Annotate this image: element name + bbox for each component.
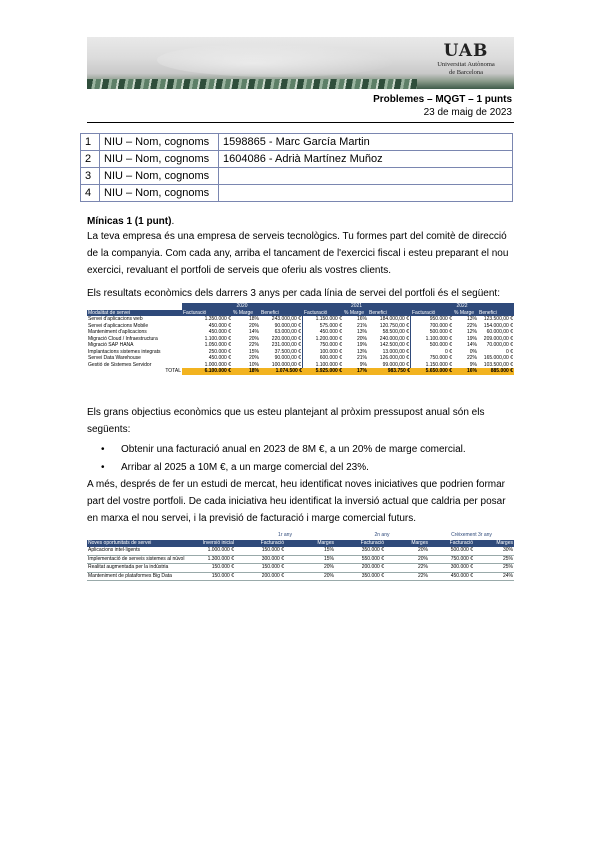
- student-number: 3: [81, 168, 100, 185]
- results-cell: 950.000 €: [429, 316, 452, 322]
- initiatives-cell: 300.000 €: [450, 564, 473, 571]
- initiatives-column-header: Facturació: [429, 540, 474, 547]
- student-value: 1604086 - Adrià Martínez Muñoz: [219, 151, 513, 168]
- initiatives-cell: 30%: [502, 547, 513, 554]
- results-cell: 600.000 €: [319, 355, 342, 361]
- results-cell: 450.000 €: [319, 329, 342, 335]
- results-cell: 20%: [356, 335, 367, 342]
- results-cell: 19%: [356, 342, 367, 348]
- market-text: A més, després de fer un estudi de mercat, heu identificat noves iniciatives que podrien formar part del vostre portfoli. De cada iniciativa heu identificat la inversió actual que caldria per posar en marxa el nou servei, i la previsió de facturació i marge comercial futurs.: [87, 479, 506, 524]
- student-label: NIU – Nom, cognoms: [100, 134, 219, 151]
- results-cell: Gestió de Sistemes Servidor: [88, 361, 152, 368]
- results-cell: 13.000,00 €: [368, 349, 411, 356]
- goals-intro: Els grans objectius econòmics que us esteu plantejant al pròxim pressupost anual són els següents:: [87, 407, 485, 435]
- results-total-row: [87, 368, 514, 375]
- results-cell: 500.000 €: [429, 329, 452, 335]
- results-cell: 250.000 €: [208, 348, 231, 355]
- results-cell: Servei d'aplicacions web: [88, 316, 143, 322]
- results-cell: 19%: [466, 335, 477, 342]
- initiatives-cell: 15%: [323, 555, 334, 562]
- case-title-suffix: .: [171, 216, 175, 227]
- goal-item: • Obtenir una facturació anual en 2023 de 8M €, a un 20% de marge comercial.: [105, 441, 466, 459]
- student-row: [81, 185, 513, 202]
- results-total-cell: 17%: [343, 368, 368, 375]
- results-cell: 575.000 €: [319, 322, 342, 329]
- initiatives-cell: 750.000 €: [450, 555, 473, 562]
- initiatives-cell: 1.000.000 €: [207, 547, 234, 554]
- initiatives-cell: 300.000 €: [261, 555, 284, 562]
- initiatives-cell: 24%: [502, 572, 513, 579]
- student-label: NIU – Nom, cognoms: [100, 185, 219, 202]
- results-cell: 500.000 €: [429, 342, 452, 348]
- results-cell: 243.000,00 €: [260, 316, 303, 323]
- results-cell: 0 €: [445, 348, 452, 355]
- results-cell: 14%: [466, 342, 477, 348]
- results-cell: 21%: [356, 322, 367, 329]
- initiatives-cell: 20%: [417, 555, 428, 562]
- initiatives-column-header: Noves oportunitats de servei: [87, 540, 185, 547]
- results-column-header: % Marge: [453, 310, 478, 317]
- initiatives-row: [87, 573, 514, 582]
- student-row: [81, 168, 513, 185]
- results-cell: 154.000,00 €: [483, 322, 513, 329]
- results-cell: 15%: [248, 348, 259, 355]
- results-cell: 1.000.000 €: [204, 361, 231, 368]
- results-column-header: Facturació: [303, 310, 343, 317]
- results-cell: Servei d'aplicacions Mobile: [88, 322, 149, 329]
- results-cell: 1.100.000 €: [425, 335, 452, 342]
- results-intro: Els resultats econòmics dels darrers 3 anys per cada línia de servei del portfoli és el següent:: [87, 288, 500, 299]
- initiatives-cell: 150.000 €: [261, 547, 284, 554]
- results-cell: Manteniment d'aplicacions: [88, 329, 147, 335]
- results-cell: 10%: [248, 361, 259, 368]
- results-column-header: Benefici: [478, 310, 514, 317]
- results-total-cell: 5.650.000 €: [411, 368, 453, 375]
- results-cell: 22%: [466, 355, 477, 361]
- results-total-cell: 6.100.000 €: [182, 368, 232, 375]
- initiatives-column-header: Marges: [385, 540, 429, 547]
- results-cell: 13%: [356, 348, 367, 355]
- initiatives-cell: 20%: [323, 572, 334, 579]
- results-total-cell: 983.750 €: [368, 368, 411, 375]
- header-banner: [87, 37, 514, 89]
- results-cell: 13%: [466, 316, 477, 322]
- results-cell: 750.000 €: [429, 355, 452, 361]
- initiatives-cell: 25%: [502, 555, 513, 562]
- student-row: [81, 134, 513, 151]
- initiatives-header-row: [87, 540, 514, 548]
- results-cell: 184.000,00 €: [368, 316, 411, 323]
- results-cell: 142.500,00 €: [368, 342, 411, 349]
- results-cell: 231.000,00 €: [260, 342, 303, 349]
- results-total-cell: 1.074.500 €: [260, 368, 303, 375]
- initiatives-cell: Manteniment de plataformes Big Data: [88, 572, 172, 579]
- results-cell: 100.000,00 €: [260, 362, 303, 369]
- initiatives-cell: 550.000 €: [361, 555, 384, 562]
- results-cell: 37.500,00 €: [260, 349, 303, 356]
- results-cell: 14%: [248, 329, 259, 335]
- results-total-cell: 16%: [453, 368, 478, 375]
- initiatives-cell: 200.000 €: [361, 564, 384, 571]
- initiatives-group-header: 2n any: [374, 532, 390, 539]
- results-cell: 0 €: [506, 348, 513, 355]
- results-year-header: 2022: [411, 303, 514, 310]
- initiatives-cell: 22%: [417, 564, 428, 571]
- case-intro: La teva empresa és una empresa de serveis tecnològics. Tu formes part del comitè de direcció de la companyia. Com cada any, arriba el tancament de l'exercici fiscal i esteu preparant el nou exercici, revaluant el portfoli de serveis que oferiu als vostres clients.: [87, 231, 509, 276]
- student-label: NIU – Nom, cognoms: [100, 168, 219, 185]
- results-cell: 1.050.000 €: [204, 342, 231, 348]
- results-year-header: 2021: [303, 303, 411, 310]
- results-cell: 58.500,00 €: [368, 329, 411, 336]
- results-cell: 13%: [356, 329, 367, 335]
- results-column-header: Benefici: [368, 310, 411, 317]
- results-cell: 99.000,00 €: [368, 362, 411, 369]
- initiatives-cell: 150.000 €: [211, 572, 234, 579]
- initiatives-column-header: Inversió inicial: [185, 540, 235, 547]
- results-cell: 9%: [359, 361, 367, 368]
- student-row: [81, 151, 513, 168]
- logo-mark: UAB: [443, 41, 489, 61]
- banner-stripes: [87, 79, 417, 89]
- initiatives-cell: 150.000 €: [261, 564, 284, 571]
- logo-sub2: de Barcelona: [448, 69, 484, 76]
- results-cell: 1.100.000 €: [204, 335, 231, 342]
- header-rule: [87, 122, 514, 123]
- initiatives-group-row: [87, 532, 514, 540]
- results-cell: 450.000 €: [208, 329, 231, 335]
- results-cell: 126.000,00 €: [368, 355, 411, 362]
- doc-date: 23 de maig de 2023: [423, 107, 512, 118]
- results-total-cell: 18%: [232, 368, 260, 375]
- results-cell: 20%: [248, 322, 259, 329]
- initiatives-cell: Aplicacions intel·ligents: [88, 547, 140, 554]
- results-total-cell: 5.925.000 €: [303, 368, 343, 375]
- results-cell: 700.000 €: [429, 322, 452, 329]
- student-number: 2: [81, 151, 100, 168]
- results-column-header: % Marge: [232, 310, 260, 317]
- initiatives-cell: 20%: [417, 547, 428, 554]
- results-cell: 9%: [469, 361, 477, 368]
- initiatives-cell: 500.000 €: [450, 547, 473, 554]
- results-cell: Migració SAP HANA: [88, 342, 134, 348]
- initiatives-cell: Implementació de serveis sistemes al núvol: [88, 555, 185, 562]
- results-cell: 220.000,00 €: [260, 336, 303, 343]
- initiatives-group-header: Crèixement 3r any: [451, 532, 492, 539]
- results-cell: 1.200.000 €: [315, 335, 342, 342]
- initiatives-column-header: Marges: [285, 540, 335, 547]
- results-cell: Migració Cloud / Infraestructura: [88, 335, 158, 342]
- results-total-cell: TOTAL: [165, 368, 181, 374]
- results-cell: 1.350.000 €: [204, 316, 231, 322]
- results-cell: 22%: [466, 322, 477, 329]
- results-column-header: Facturació: [411, 310, 453, 317]
- results-cell: 90.000,00 €: [260, 323, 303, 330]
- results-cell: 90.000,00 €: [260, 355, 303, 362]
- initiatives-cell: 1.300.000 €: [207, 555, 234, 562]
- results-column-header: Modalitat de servei: [87, 310, 182, 317]
- results-cell: 12%: [466, 329, 477, 335]
- initiatives-cell: 200.000 €: [261, 572, 284, 579]
- initiatives-column-header: Marges: [474, 540, 514, 547]
- results-cell: 70.000,00 €: [486, 342, 513, 348]
- initiatives-cell: 350.000 €: [361, 547, 384, 554]
- initiatives-cell: 350.000 €: [361, 572, 384, 579]
- goals-list: [105, 441, 466, 477]
- goal-item: • Arribar al 2025 a 10M €, a un marge comercial del 23%.: [105, 459, 466, 477]
- banner-decoration: [157, 43, 397, 77]
- initiatives-column-header: Facturació: [235, 540, 285, 547]
- results-cell: 103.500,00 €: [483, 361, 513, 368]
- results-column-header: Facturació: [182, 310, 232, 317]
- logo-sub1: Universitat Autònoma: [437, 61, 495, 68]
- results-table: [87, 303, 514, 375]
- student-number: 4: [81, 185, 100, 202]
- initiatives-cell: 20%: [323, 564, 334, 571]
- doc-title: Problemes – MQGT – 1 punts: [373, 94, 512, 105]
- student-value: 1598865 - Marc García Martin: [219, 134, 513, 151]
- uab-logo: [426, 41, 506, 85]
- results-column-header: Benefici: [260, 310, 303, 317]
- student-value: [219, 185, 513, 202]
- results-cell: 240.000,00 €: [368, 336, 411, 343]
- results-cell: Implantacions sistemes integrats: [88, 348, 161, 355]
- initiatives-cell: Realitat augmentada per la indústria: [88, 564, 169, 571]
- results-cell: 165.000,00 €: [483, 355, 513, 361]
- student-number: 1: [81, 134, 100, 151]
- results-cell: 16%: [356, 316, 367, 322]
- results-cell: 100.000 €: [319, 348, 342, 355]
- results-cell: 750.000 €: [319, 342, 342, 348]
- student-value: [219, 168, 513, 185]
- initiatives-cell: 150.000 €: [211, 564, 234, 571]
- results-cell: Servei Data Warehouse: [88, 355, 141, 361]
- results-cell: 1.150.000 €: [425, 361, 452, 368]
- results-total-cell: 885.000 €: [478, 368, 514, 375]
- student-label: NIU – Nom, cognoms: [100, 151, 219, 168]
- results-cell: 20%: [248, 335, 259, 342]
- results-cell: 60.000,00 €: [486, 329, 513, 335]
- initiatives-column-header: Facturació: [335, 540, 385, 547]
- initiatives-group-header: 1r any: [278, 532, 292, 539]
- results-year-header: 2020: [182, 303, 303, 310]
- students-table: [80, 133, 513, 202]
- results-cell: 21%: [356, 355, 367, 361]
- results-cell: 63.000,00 €: [260, 329, 303, 336]
- results-cell: 450.000 €: [208, 355, 231, 361]
- case-title: Mínicas 1 (1 punt): [87, 216, 172, 227]
- results-cell: 18%: [248, 316, 259, 322]
- initiatives-cell: 22%: [417, 572, 428, 579]
- initiatives-cell: 25%: [502, 564, 513, 571]
- initiatives-table: [87, 532, 514, 581]
- results-cell: 20%: [248, 355, 259, 361]
- initiatives-row: [87, 564, 514, 573]
- results-cell: 123.500,00 €: [483, 316, 513, 322]
- initiatives-row: [87, 556, 514, 565]
- results-cell: 1.100.000 €: [315, 361, 342, 368]
- results-column-header: % Marge: [343, 310, 368, 317]
- results-cell: 1.150.000 €: [315, 316, 342, 322]
- initiatives-cell: 15%: [323, 547, 334, 554]
- results-cell: 120.750,00 €: [368, 323, 411, 330]
- results-cell: 22%: [248, 342, 259, 348]
- results-cell: 209.000,00 €: [483, 335, 513, 342]
- initiatives-cell: 450.000 €: [450, 572, 473, 579]
- results-cell: 450.000 €: [208, 322, 231, 329]
- initiatives-row: [87, 547, 514, 556]
- results-cell: 0%: [469, 348, 477, 355]
